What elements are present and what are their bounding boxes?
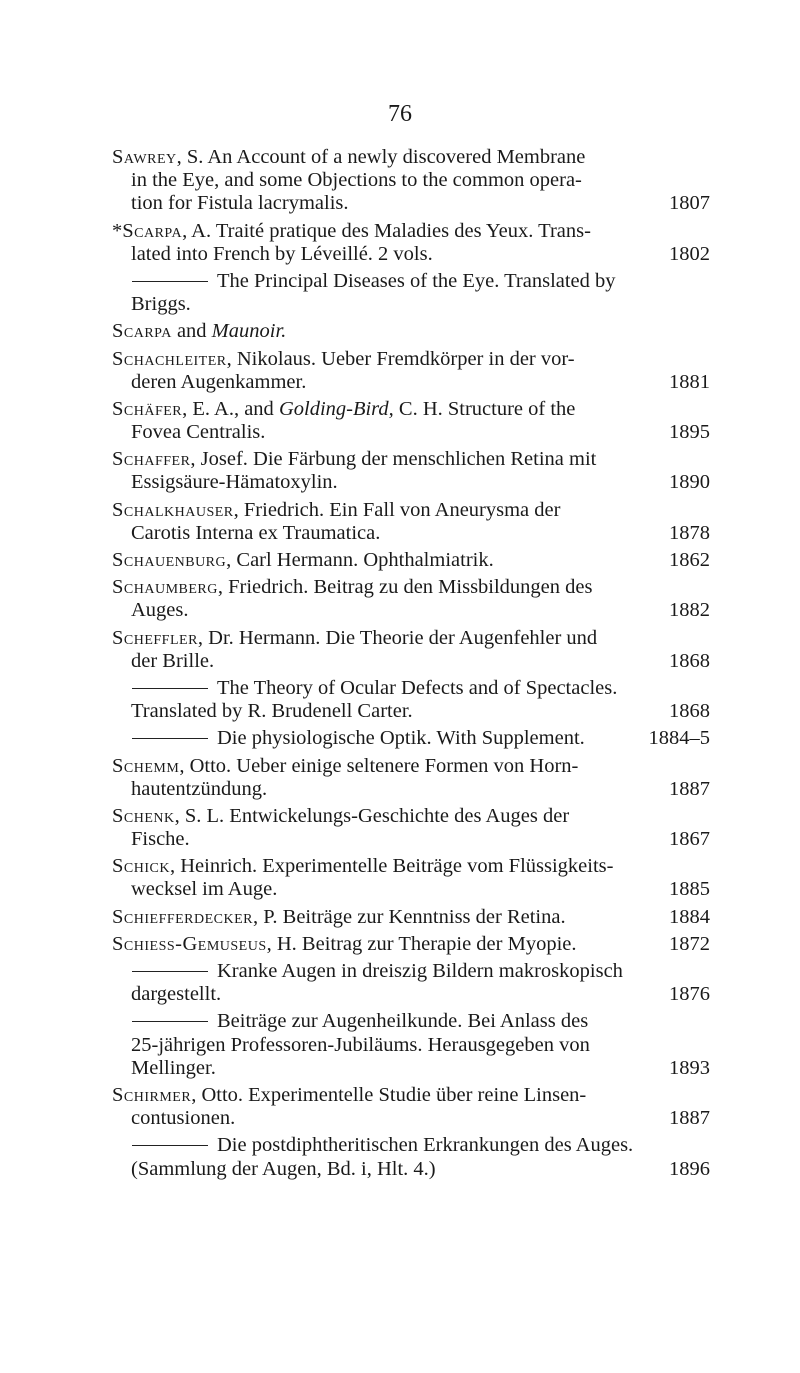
- publication-year: 1872: [669, 932, 710, 955]
- entry-line: [112, 828, 710, 851]
- entry-line: [112, 700, 710, 723]
- entry-line: [112, 421, 710, 444]
- author-name: Schiess-Gemuseus: [112, 932, 267, 955]
- bibliography-entry: [112, 1010, 710, 1080]
- entry-line: [112, 220, 710, 243]
- entry-line: [112, 320, 710, 343]
- entry-text: , S. An Account of a newly discovered Membrane: [176, 146, 586, 168]
- bibliography-entry: [112, 906, 710, 929]
- ditto-dash: [132, 971, 208, 972]
- author-name: Schäfer: [112, 397, 183, 420]
- bibliography-list: [112, 146, 710, 1185]
- bibliography-entry: [112, 398, 710, 444]
- author-name: Scheffler: [112, 626, 198, 649]
- author-name: Scarpa: [122, 219, 183, 242]
- bibliography-entry: [112, 549, 710, 572]
- publication-year: 1885: [669, 878, 710, 901]
- entry-text: in the Eye, and some Objections to the common opera-: [131, 169, 582, 192]
- entry-line: [112, 727, 710, 750]
- publication-year: 1890: [669, 471, 710, 494]
- entry-line: [112, 549, 710, 572]
- ditto-dash: [132, 688, 208, 689]
- bibliography-entry: [112, 755, 710, 801]
- author-name: Schirmer: [112, 1083, 192, 1106]
- entry-line: [112, 270, 710, 293]
- entry-line: [112, 906, 710, 929]
- page-number: 76: [388, 101, 412, 127]
- author-name: Schenk: [112, 804, 175, 827]
- author-name: Sawrey: [112, 146, 177, 168]
- entry-line: [112, 522, 710, 545]
- entry-text: , Otto. Ueber einige seltenere Formen von Horn-: [179, 754, 579, 777]
- publication-year: 1895: [669, 421, 710, 444]
- entry-line: [112, 1158, 710, 1181]
- entry-line: [112, 471, 710, 494]
- entry-text: , H. Beitrag zur Therapie der Myopie.: [266, 932, 577, 955]
- entry-text: C. H. Structure of the: [393, 397, 576, 420]
- publication-year: 1887: [669, 1107, 710, 1130]
- ditto-dash: [132, 281, 208, 282]
- bibliography-entry: [112, 627, 710, 673]
- entry-text: The Theory of Ocular Defects and of Spectacles.: [217, 676, 618, 699]
- author-name: Schemm: [112, 754, 180, 777]
- entry-text: der Brille.: [131, 649, 215, 672]
- entry-text: tion for Fistula lacrymalis.: [131, 192, 349, 215]
- entry-text: , Carl Hermann. Ophthalmiatrik.: [226, 549, 494, 571]
- italic-name: Golding-Bird,: [278, 397, 394, 420]
- bibliography-entry: [112, 1084, 710, 1130]
- entry-text: , Dr. Hermann. Die Theorie der Augenfehler und: [197, 626, 598, 649]
- entry-line: [112, 243, 710, 266]
- bibliography-entry: [112, 499, 710, 545]
- bibliography-entry: [112, 576, 710, 622]
- author-name: Schick: [112, 855, 170, 878]
- publication-year: 1867: [669, 828, 710, 851]
- entry-line: [112, 1034, 710, 1057]
- bibliography-entry: [112, 1134, 710, 1180]
- ditto-dash: [132, 1021, 208, 1022]
- bibliography-entry: [112, 348, 710, 394]
- entry-text: Mellinger.: [131, 1056, 216, 1079]
- entry-text: Kranke Augen in dreiszig Bildern makroskopisch: [217, 960, 623, 982]
- entry-line: [112, 755, 710, 778]
- entry-text: deren Augenkammer.: [131, 370, 307, 393]
- publication-year: 1876: [669, 983, 710, 1006]
- entry-text: , Friedrich. Ein Fall von Aneurysma der: [233, 498, 561, 521]
- bibliography-entry: [112, 677, 710, 723]
- entry-line: [112, 371, 710, 394]
- publication-year: 1884–5: [648, 727, 710, 750]
- publication-year: 1868: [669, 700, 710, 723]
- entry-line: [112, 650, 710, 673]
- publication-year: 1884: [669, 905, 710, 928]
- entry-line: [112, 169, 710, 192]
- entry-text: Auges.: [131, 599, 189, 622]
- entry-text: Die postdiphtheritischen Erkrankungen des Auges.: [217, 1134, 634, 1157]
- entry-text: , S. L. Entwickelungs-Geschichte des Auges der: [174, 804, 570, 827]
- entry-text: Briggs.: [131, 293, 191, 316]
- entry-line: [112, 398, 710, 421]
- entry-text: Translated by R. Brudenell Carter.: [131, 700, 413, 723]
- entry-line: [112, 878, 710, 901]
- entry-line: [112, 983, 710, 1006]
- entry-text: , Josef. Die Färbung der menschlichen Retina mit: [190, 448, 597, 471]
- publication-year: 1878: [669, 521, 710, 544]
- entry-text: and: [171, 320, 212, 343]
- entry-text: Essigsäure-Hämatoxylin.: [131, 471, 338, 494]
- entry-text: dargestellt.: [131, 983, 222, 1006]
- entry-text: , Nikolaus. Ueber Fremdkörper in der vor-: [226, 347, 575, 370]
- author-name: Scarpa: [112, 320, 172, 343]
- publication-year: 1881: [669, 370, 710, 393]
- entry-line: [112, 293, 710, 316]
- entry-text: , Friedrich. Beitrag zu den Missbildungen des: [217, 576, 593, 599]
- entry-text: The Principal Diseases of the Eye. Translated by: [217, 269, 616, 292]
- entry-text: , A. Traité pratique des Maladies des Yeux. Trans-: [182, 219, 591, 242]
- entry-text: Die physiologische Optik. With Supplement.: [217, 727, 585, 750]
- bibliography-entry: [112, 933, 710, 956]
- publication-year: 1868: [669, 649, 710, 672]
- author-name: Schalkhauser: [112, 498, 234, 521]
- entry-line: [112, 576, 710, 599]
- entry-line: [112, 499, 710, 522]
- author-name: Schauenburg: [112, 549, 227, 571]
- entry-line: [112, 805, 710, 828]
- ditto-dash: [132, 738, 208, 739]
- publication-year: 1882: [669, 599, 710, 622]
- author-name: Schaffer: [112, 448, 191, 471]
- entry-line: [112, 1134, 710, 1157]
- entry-text: Carotis Interna ex Traumatica.: [131, 521, 381, 544]
- entry-line: [112, 1107, 710, 1130]
- publication-year: 1887: [669, 777, 710, 800]
- entry-line: [112, 677, 710, 700]
- publication-year: 1807: [669, 192, 710, 215]
- entry-text: wecksel im Auge.: [131, 878, 278, 901]
- entry-line: [112, 627, 710, 650]
- bibliography-entry: [112, 220, 710, 266]
- entry-line: [112, 348, 710, 371]
- entry-text: , Heinrich. Experimentelle Beiträge vom Flüssigkeits-: [169, 855, 614, 878]
- author-name: Schachleiter: [112, 347, 227, 370]
- entry-line: [112, 1057, 710, 1080]
- entry-line: [112, 599, 710, 622]
- entry-text: contusionen.: [131, 1107, 236, 1130]
- entry-line: [112, 855, 710, 878]
- entry-line: [112, 778, 710, 801]
- bibliography-entry: [112, 855, 710, 901]
- entry-text: hautentzündung.: [131, 777, 268, 800]
- entry-text: , E. A., and: [182, 397, 279, 420]
- bibliography-entry: [112, 270, 710, 316]
- entry-text: Beiträge zur Augenheilkunde. Bei Anlass des: [217, 1010, 589, 1033]
- entry-line: [112, 1084, 710, 1107]
- entry-text: 25-jährigen Professoren-Jubiläums. Herausgegeben von: [131, 1033, 590, 1056]
- entry-text: , Otto. Experimentelle Studie über reine Linsen-: [191, 1083, 587, 1106]
- entry-text: Fische.: [131, 828, 190, 851]
- publication-year: 1802: [669, 242, 710, 265]
- publication-year: 1893: [669, 1056, 710, 1079]
- publication-year: 1862: [669, 549, 710, 571]
- entry-line: [112, 146, 710, 169]
- entry-line: [112, 933, 710, 956]
- bibliography-entry: [112, 727, 710, 750]
- author-name: Schaumberg: [112, 576, 218, 599]
- entry-line: [112, 960, 710, 983]
- bibliography-entry: [112, 960, 710, 1006]
- bibliography-entry: [112, 146, 710, 216]
- entry-text: lated into French by Léveillé. 2 vols.: [131, 242, 433, 265]
- bibliography-entry: [112, 448, 710, 494]
- entry-text: Fovea Centralis.: [131, 421, 266, 444]
- italic-name: Maunoir.: [211, 320, 287, 343]
- entry-text: (Sammlung der Augen, Bd. i, Hlt. 4.): [131, 1157, 436, 1180]
- bibliography-entry: [112, 805, 710, 851]
- bibliography-entry: [112, 320, 710, 343]
- entry-text: , P. Beiträge zur Kenntniss der Retina.: [253, 905, 566, 928]
- entry-line: [112, 192, 710, 215]
- ditto-dash: [132, 1145, 208, 1146]
- entry-line: [112, 1010, 710, 1033]
- entry-text: *: [112, 219, 123, 242]
- publication-year: 1896: [669, 1157, 710, 1180]
- entry-line: [112, 448, 710, 471]
- author-name: Schiefferdecker: [112, 905, 254, 928]
